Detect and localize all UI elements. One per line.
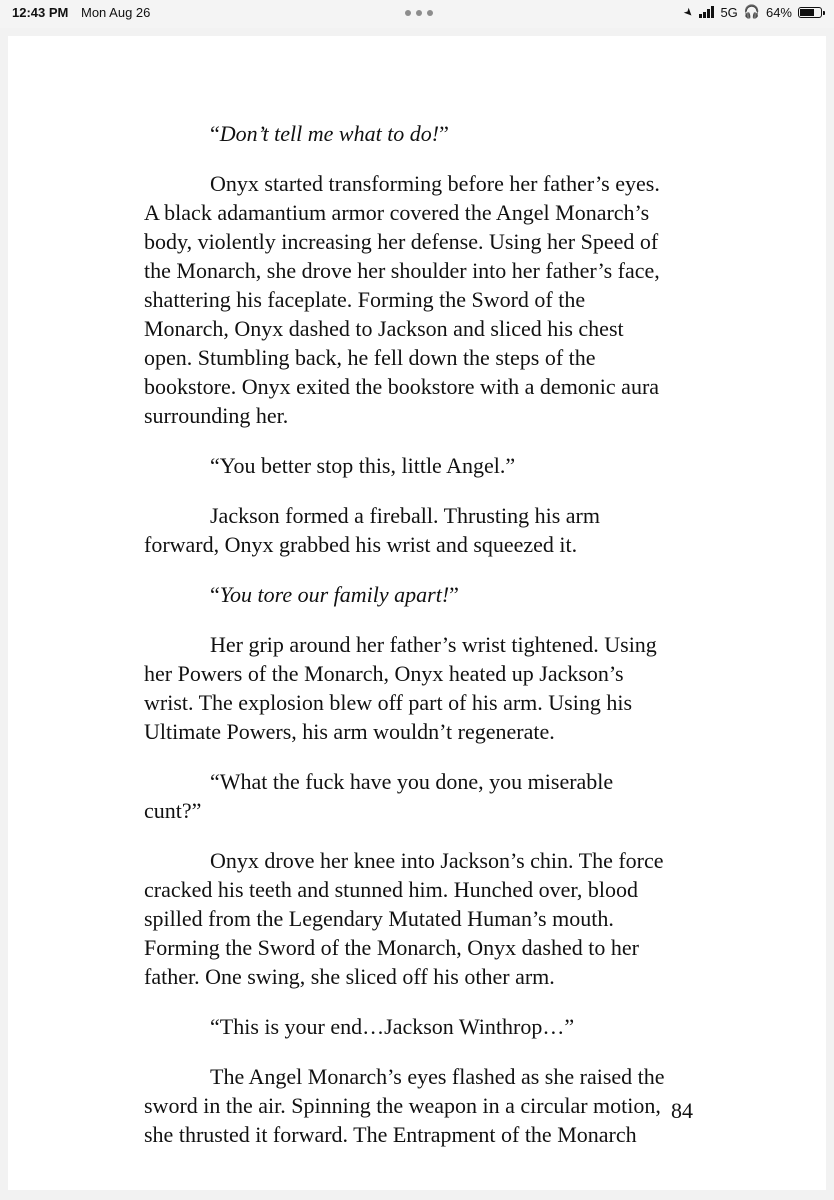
paragraph: The Angel Monarch’s eyes flashed as she raised the sword in the air. Spinning the weapon in a circular motion, she thrusted it forward. The Entrapment of the Monarch	[144, 1064, 665, 1147]
location-arrow-icon: ➤	[680, 4, 696, 20]
paragraph: “What the fuck have you done, you miserable cunt?”	[144, 769, 614, 823]
status-date: Mon Aug 26	[81, 5, 151, 20]
paragraph: Onyx drove her knee into Jackson’s chin. The force cracked his teeth and stunned him. Hunched over, blood spilled from the Legendary Mutated Human’s mouth. Forming the Sword of the Monarch, Onyx dashed to her father. One swing, she sliced off his other arm.	[144, 848, 664, 989]
paragraph: “You better stop this, little Angel.”	[210, 453, 516, 478]
multitasking-dots-icon[interactable]	[405, 10, 433, 16]
status-time: 12:43 PM	[12, 5, 69, 20]
paragraph: Her grip around her father’s wrist tightened. Using her Powers of the Monarch, Onyx heated up Jackson’s wrist. The explosion blew off part of his arm. Using his Ultimate Powers, his arm wouldn’t regenerate.	[144, 632, 657, 744]
book-text	[144, 119, 674, 1170]
network-label: 5G	[720, 4, 738, 20]
signal-bars-icon	[699, 6, 714, 18]
status-indicators	[680, 4, 822, 20]
headphones-icon: 🎧	[743, 4, 760, 19]
battery-icon	[798, 7, 822, 18]
paragraph: “This is your end…Jackson Winthrop…”	[210, 1014, 575, 1039]
paragraph: Jackson formed a fireball. Thrusting his arm forward, Onyx grabbed his wrist and squeezed it.	[144, 503, 600, 557]
page-number: 84	[671, 1098, 693, 1123]
paragraph: “Don’t tell me what to do!”	[210, 121, 449, 146]
battery-percent: 64%	[765, 4, 792, 20]
status-bar	[0, 0, 834, 28]
paragraph: Onyx started transforming before her father’s eyes. A black adamantium armor covered the Angel Monarch’s body, violently increasing her defense. Using her Speed of the Monarch, she drove her shoulder into her father’s face, shattering his faceplate. Forming the Sword of the Monarch, Onyx dashed to Jackson and sliced his chest open. Stumbling back, he fell down the steps of the bookstore. Onyx exited the bookstore with a demonic aura surrounding her.	[144, 171, 660, 428]
book-page	[8, 36, 826, 1190]
paragraph: “You tore our family apart!”	[210, 582, 459, 607]
status-time-date	[12, 5, 150, 20]
